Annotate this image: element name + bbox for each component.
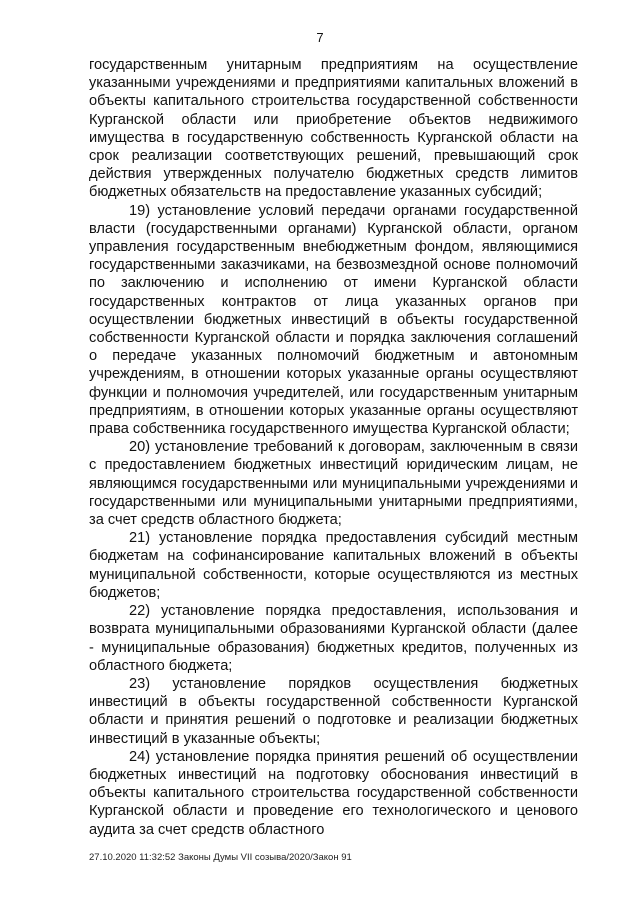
document-footer: 27.10.2020 11:32:52 Законы Думы VII созыва/2020/Закон 91	[89, 852, 352, 863]
paragraph-continuation: государственным унитарным предприятиям на осуществление указанными учреждениями и предприятиями капитальных вложений в объекты капитального строительства государственной собственности Курганской области или приобретение объектов недвижимого имущества в государственную собственность Курганской области на срок реализации соответствующих решений, превышающий срок действия утвержденных получателю бюджетных средств лимитов бюджетных обязательств на предоставление указанных субсидий;	[89, 57, 578, 201]
document-body	[89, 56, 578, 839]
paragraph-item-23: 23) установление порядков осуществления бюджетных инвестиций в объекты государственной собственности Курганской области и принятия решений о подготовке и реализации бюджетных инвестиций в указанные объекты;	[89, 675, 578, 747]
paragraph-item-20: 20) установление требований к договорам, заключенным в связи с предоставлением бюджетных инвестиций юридическим лицам, не являющимся государственными или муниципальными учреждениями и государственными или муниципальными унитарными предприятиями, за счет средств областного бюджета;	[89, 439, 578, 529]
paragraph-item-21: 21) установление порядка предоставления субсидий местным бюджетам на софинансирование капитальных вложений в объекты муниципальной собственности, которые осуществляются из местных бюджетов;	[89, 530, 578, 601]
paragraph-item-19: 19) установление условий передачи органами государственной власти (государственными органами) Курганской области, органом управления государственным внебюджетным фондом, являющимися государственными заказчиками, на безвозмездной основе полномочий по заключению и исполнению от имени Курганской области государственных контрактов от лица указанных органов при осуществлении бюджетных инвестиций в объекты государственной собственности Курганской области и порядка заключения соглашений о передаче указанных полномочий бюджетным и автономным учреждениям, в отношении которых указанные органы осуществляют функции и полномочия учредителей, или государственным унитарным предприятиям, в отношении которых указанные органы осуществляют права собственника государственного имущества Курганской области;	[89, 202, 578, 438]
page-number: 7	[316, 30, 324, 45]
paragraph-item-22: 22) установление порядка предоставления, использования и возврата муниципальными образованиями Курганской области (далее - муниципальные образования) бюджетных кредитов, полученных из областного бюджета;	[89, 603, 578, 674]
paragraph-item-24: 24) установление порядка принятия решений об осуществлении бюджетных инвестиций на подготовку обоснования инвестиций в объекты капитального строительства государственной собственности Курганской области и проведение его технологического и ценового аудита за счет средств областного	[89, 748, 578, 838]
